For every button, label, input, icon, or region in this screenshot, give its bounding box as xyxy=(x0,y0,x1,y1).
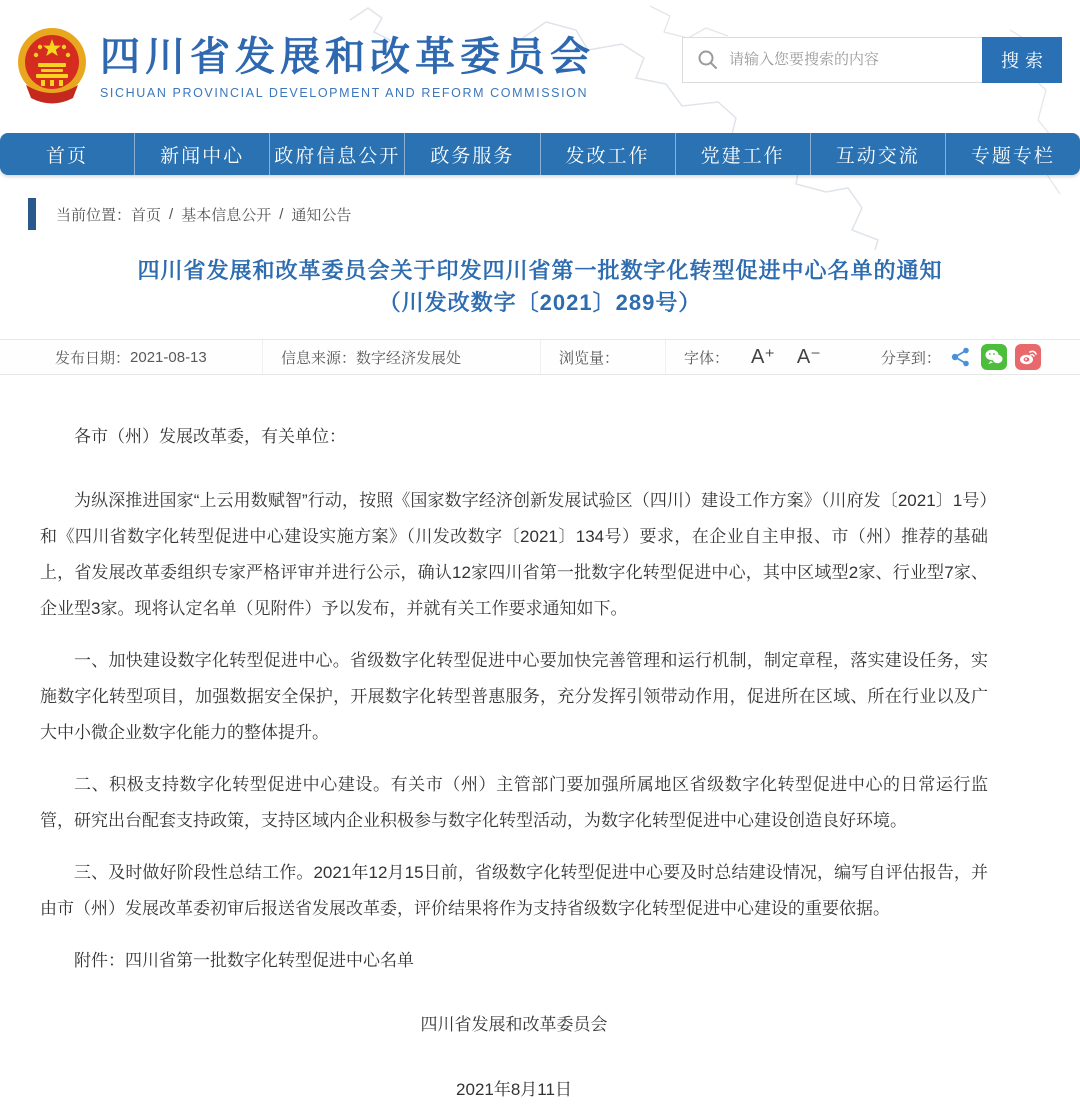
paragraph-point-2: 二、积极支持数字化转型促进中心建设。有关市（州）主管部门要加强所属地区省级数字化转型促进中心的日常运行监管，研究出台配套支持政策，支持区域内企业积极参与数字化转型活动，为数字化转型促进中心建设创造良好环境。 xyxy=(40,775,988,830)
paragraph-point-1: 一、加快建设数字化转型促进中心。省级数字化转型促进中心要加快完善管理和运行机制，制定章程，落实建设任务，实施数字化转型项目，加强数据安全保护，开展数字化转型普惠服务，充分发挥引领带动作用，促进所在区域、所在行业以及广大中小微企业数字化能力的整体提升。 xyxy=(40,651,988,742)
nav-item-interact[interactable]: 互动交流 xyxy=(811,133,946,175)
weibo-share-icon[interactable] xyxy=(1015,344,1041,370)
article-body xyxy=(0,375,1080,1108)
publish-date xyxy=(0,340,262,374)
breadcrumb-separator: / xyxy=(169,205,174,223)
main-nav xyxy=(0,133,1080,175)
breadcrumb-marker xyxy=(28,198,36,230)
font-size-controls xyxy=(665,340,839,374)
signature-org: 四川省发展和改革委员会 xyxy=(420,1015,608,1034)
view-count-label: 浏览量： xyxy=(559,349,620,367)
article-title-line2: （川发改数字〔2021〕289号） xyxy=(378,290,702,315)
signature-date: 2021年8月11日 xyxy=(456,1080,572,1099)
search-icon xyxy=(697,49,719,71)
publish-date-value: 2021-08-13 xyxy=(130,348,207,366)
wechat-share-icon[interactable] xyxy=(981,344,1007,370)
paragraph-point-3: 三、及时做好阶段性总结工作。2021年12月15日前，省级数字化转型促进中心要及时总结建设情况，编写自评估报告，并由市（州）发展改革委初审后报送省发展改革委，评价结果将作为支持省级数字化转型促进中心建设的重要依据。 xyxy=(40,863,988,918)
article-title xyxy=(0,255,1080,319)
info-source xyxy=(262,340,540,374)
view-count xyxy=(540,340,665,374)
attachment-line: 附件：四川省第一批数字化转型促进中心名单 xyxy=(74,951,414,970)
article-title-line1: 四川省发展和改革委员会关于印发四川省第一批数字化转型促进中心名单的通知 xyxy=(137,258,943,283)
site-title-english: SICHUAN PROVINCIAL DEVELOPMENT AND REFORM COMMISSION xyxy=(100,85,589,100)
info-source-label: 信息来源： xyxy=(281,349,357,367)
font-size-label: 字体： xyxy=(684,349,730,367)
breadcrumb-label: 当前位置： xyxy=(56,206,132,224)
share-label: 分享到： xyxy=(880,349,941,367)
paragraph-intro: 为纵深推进国家“上云用数赋智”行动，按照《国家数字经济创新发展试验区（四川）建设工作方案》（川府发〔2021〕1号）和《四川省数字化转型促进中心建设实施方案》（川发改数字〔2021〕134号）要求，在企业自主申报、市（州）推荐的基础上，省发展改革委组织专家严格评审并进行公示，确认12家四川省第一批数字化转型促进中心，其中区域型2家、行业型7家、企业型3家。现将认定名单（见附件）予以发布，并就有关工作要求通知如下。 xyxy=(40,491,988,618)
breadcrumb xyxy=(28,197,1080,231)
nav-item-news[interactable]: 新闻中心 xyxy=(135,133,270,175)
font-larger-button[interactable]: A⁺ xyxy=(751,346,775,368)
nav-item-ndrc-work[interactable]: 发改工作 xyxy=(541,133,676,175)
info-source-value: 数字经济发展处 xyxy=(356,349,462,367)
breadcrumb-notices[interactable]: 通知公告 xyxy=(291,206,352,224)
search-box xyxy=(682,37,982,83)
site-title: 四川省发展和改革委员会 xyxy=(100,34,595,79)
share-controls xyxy=(839,340,1059,374)
publish-date-label: 发布日期： xyxy=(55,349,131,367)
nav-item-services[interactable]: 政务服务 xyxy=(405,133,540,175)
font-smaller-button[interactable]: A⁻ xyxy=(796,346,821,368)
nav-item-gov-info[interactable]: 政府信息公开 xyxy=(270,133,405,175)
breadcrumb-basic-info[interactable]: 基本信息公开 xyxy=(181,206,272,224)
nav-item-home[interactable]: 首页 xyxy=(0,133,135,175)
site-header xyxy=(0,0,1080,133)
breadcrumb-separator: / xyxy=(279,205,284,223)
share-icon[interactable] xyxy=(949,345,973,369)
salutation: 各市（州）发展改革委，有关单位： xyxy=(74,427,346,446)
article-meta-bar xyxy=(0,339,1080,375)
search-button[interactable]: 搜索 xyxy=(982,37,1062,83)
nav-item-special[interactable]: 专题专栏 xyxy=(970,145,1055,167)
national-emblem-logo xyxy=(14,25,90,112)
nav-item-party[interactable]: 党建工作 xyxy=(676,133,811,175)
breadcrumb-home[interactable]: 首页 xyxy=(131,206,162,224)
search-input[interactable] xyxy=(729,51,972,68)
